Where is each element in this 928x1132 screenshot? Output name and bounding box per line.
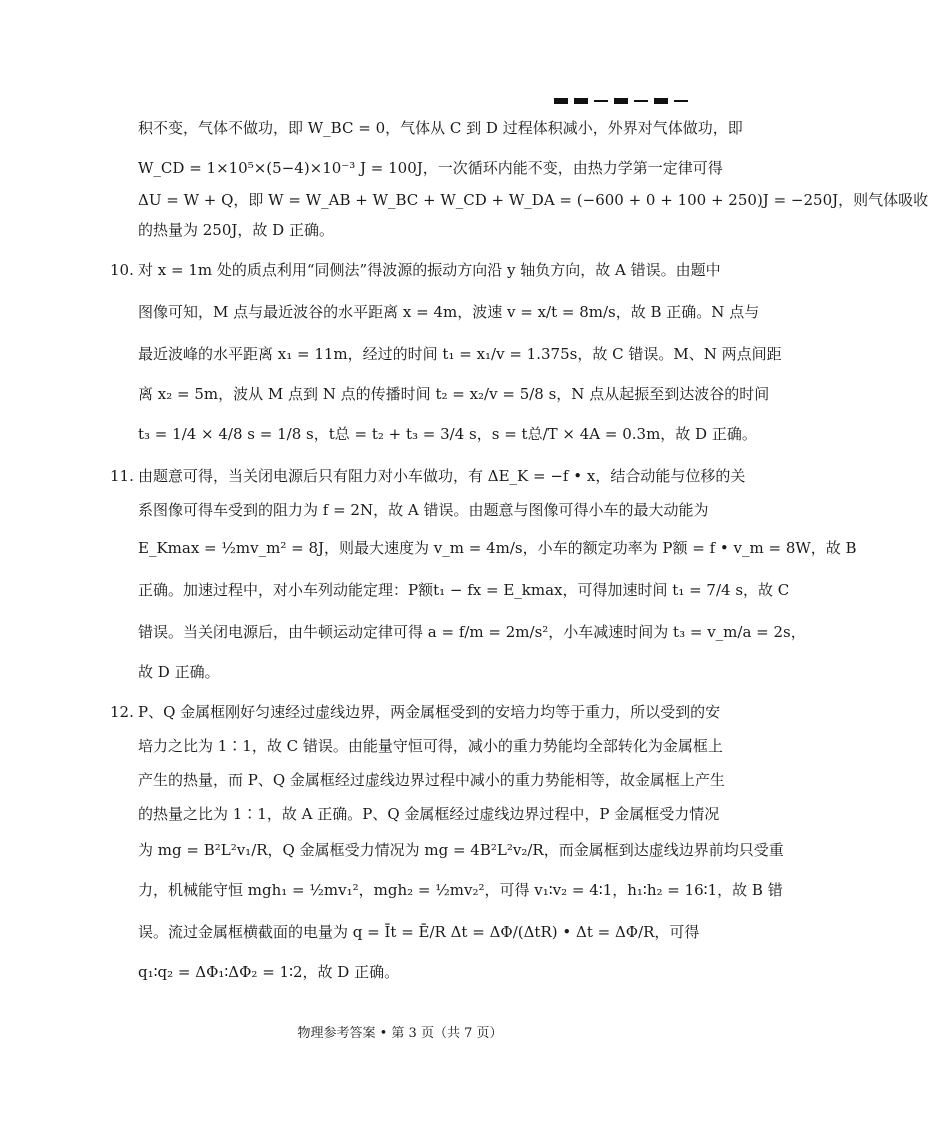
text-line: 错误。当关闭电源后，由牛顿运动定律可得 a = f/m = 2m/s²，小车减速时间为 t₃ = v_m/a = 2s， <box>138 623 806 641</box>
text-line: 误。流过金属框横截面的电量为 q = Īt = Ē/R Δt = ΔΦ/(ΔtR) • Δt = ΔΦ/R，可得 <box>138 923 700 941</box>
text-line: 故 D 正确。 <box>138 663 220 681</box>
corner-mark-bar <box>654 98 668 104</box>
text-line: 积不变，气体不做功，即 W_BC = 0，气体从 C 到 D 过程体积减小，外界对气体做功，即 <box>138 119 743 137</box>
corner-mark-dash <box>634 100 648 102</box>
text-line: 对 x = 1m 处的质点利用“同侧法”得波源的振动方向沿 y 轴负方向，故 A 错误。由题中 <box>138 261 721 279</box>
text-line: E_Kmax = ½mv_m² = 8J，则最大速度为 v_m = 4m/s，小车的额定功率为 P额 = f • v_m = 8W，故 B <box>138 539 857 557</box>
corner-mark-dash <box>674 100 688 102</box>
corner-mark-dash <box>594 100 608 102</box>
text-line: 的热量为 250J，故 D 正确。 <box>138 221 334 239</box>
corner-mark-bar <box>554 98 568 104</box>
item-number: 11. <box>110 467 134 485</box>
corner-mark-bar <box>614 98 628 104</box>
text-line: 离 x₂ = 5m，波从 M 点到 N 点的传播时间 t₂ = x₂/v = 5/8 s，N 点从起振至到达波谷的时间 <box>138 385 770 403</box>
corner-mark <box>554 98 688 104</box>
text-line: t₃ = 1/4 × 4/8 s = 1/8 s，t总 = t₂ + t₃ = 3/4 s，s = t总/T × 4A = 0.3m，故 D 正确。 <box>138 425 757 443</box>
text-line: 力，机械能守恒 mgh₁ = ½mv₁²，mgh₂ = ½mv₂²，可得 v₁∶v₂ = 4∶1，h₁∶h₂ = 16∶1，故 B 错 <box>138 881 783 899</box>
text-line: 正确。加速过程中，对小车列动能定理：P额t₁ − fx = E_kmax，可得加速时间 t₁ = 7/4 s，故 C <box>138 581 790 599</box>
text-line: W_CD = 1×10⁵×(5−4)×10⁻³ J = 100J，一次循环内能不变，由热力学第一定律可得 <box>138 159 723 177</box>
text-line: 系图像可得车受到的阻力为 f = 2N，故 A 错误。由题意与图像可得小车的最大动能为 <box>138 501 709 519</box>
text-line: q₁∶q₂ = ΔΦ₁∶ΔΦ₂ = 1∶2，故 D 正确。 <box>138 963 400 981</box>
text-line: 由题意可得，当关闭电源后只有阻力对小车做功，有 ΔE_K = −f • x，结合动能与位移的关 <box>138 467 746 485</box>
item-number: 10. <box>110 261 134 279</box>
page-footer: 物理参考答案 • 第 3 页（共 7 页） <box>297 1026 503 1041</box>
text-line: 产生的热量，而 P、Q 金属框经过虚线边界过程中减小的重力势能相等，故金属框上产生 <box>138 771 725 789</box>
text-line: 图像可知，M 点与最近波谷的水平距离 x = 4m，波速 v = x/t = 8m/s，故 B 正确。N 点与 <box>138 303 760 321</box>
item-number: 12. <box>110 703 134 721</box>
text-line: 的热量之比为 1∶1，故 A 正确。P、Q 金属框经过虚线边界过程中，P 金属框受力情况 <box>138 805 720 823</box>
corner-mark-bar <box>574 98 588 104</box>
text-line: P、Q 金属框刚好匀速经过虚线边界，两金属框受到的安培力均等于重力，所以受到的安 <box>138 703 721 721</box>
text-line: 为 mg = B²L²v₁/R，Q 金属框受力情况为 mg = 4B²L²v₂/R，而金属框到达虚线边界前均只受重 <box>138 841 784 859</box>
text-line: 最近波峰的水平距离 x₁ = 11m，经过的时间 t₁ = x₁/v = 1.375s，故 C 错误。M、N 两点间距 <box>138 345 782 363</box>
text-line: 培力之比为 1∶1，故 C 错误。由能量守恒可得，减小的重力势能均全部转化为金属框上 <box>138 737 723 755</box>
text-line: ΔU = W + Q，即 W = W_AB + W_BC + W_CD + W_DA = (−600 + 0 + 100 + 250)J = −250J，则气体吸收 <box>138 191 928 209</box>
